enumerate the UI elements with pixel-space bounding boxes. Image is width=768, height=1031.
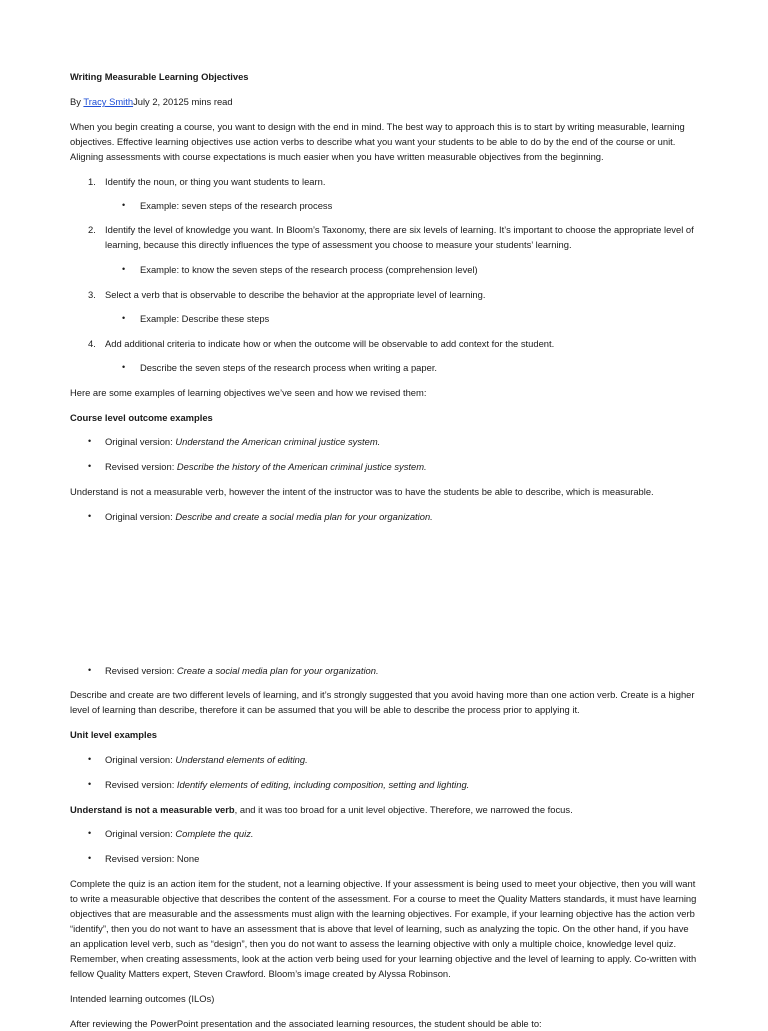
step-number: 1.	[88, 176, 96, 187]
item-value: Understand the American criminal justice system.	[175, 436, 381, 447]
bullet-icon: •	[88, 461, 92, 471]
list-item	[105, 777, 700, 792]
ilo-heading: Intended learning outcomes (ILOs)	[70, 993, 215, 1004]
item-label: Original version:	[105, 436, 176, 447]
bullet-icon: •	[122, 362, 126, 372]
item-value: Describe the history of the American criminal justice system.	[176, 461, 427, 472]
item-label: Revised version:	[105, 779, 177, 790]
bullet-icon: •	[88, 828, 92, 838]
bullet-icon: •	[88, 754, 92, 764]
unit-level-heading: Unit level examples	[70, 729, 158, 740]
item-value: Create a social media plan for your organization.	[176, 665, 379, 676]
item-label: Original version:	[105, 754, 176, 765]
item-value: Complete the quiz.	[175, 828, 254, 839]
bullet-icon: •	[88, 779, 92, 789]
document-title: Writing Measurable Learning Objectives	[70, 71, 249, 82]
list-item	[105, 509, 700, 524]
bullet-icon: •	[122, 264, 126, 274]
list-item	[105, 663, 700, 678]
byline-by: By	[70, 96, 84, 107]
item-value: Identify elements of editing, including composition, setting and lighting.	[176, 779, 470, 790]
list-item	[105, 752, 700, 767]
ilo-intro: After reviewing the PowerPoint presentation and the associated learning resources, the student should be able to:	[70, 1018, 542, 1029]
bullet-icon: •	[122, 200, 126, 210]
step-text: Add additional criteria to indicate how or when the outcome will be observable to add context for the student.	[105, 338, 555, 349]
bullet-icon: •	[122, 313, 126, 323]
conclusion-paragraph: Complete the quiz is an action item for the student, not a learning objective. If your assessment is being used to meet your objective, then you will want to write a measurable objective that describes the content of the assessment. For a course to meet the Quality Matters standards, it must have learning objectives that are measurable and the assessments must align with the learning objectives. For example, if your learning objective has the action verb “identify”, then you do not want to have an assessment that is above that level of learning, such as analyzing the topic. On the other hand, if you have an application level verb, such as “design”, then you do not want to assess the learning objective with only a multiple choice, knowledge level quiz. Remember, when creating assessments, look at the action verb being used for your learning objective and the level of learning to apply. Co-written with fellow Quality Matters expert, Steven Crawford. Bloom’s image created by Alyssa Robinson.	[70, 878, 697, 979]
course-note-2: Describe and create are two different levels of learning, and it’s strongly suggested that you avoid having more than one action verb. Create is a higher level of learning than describe, therefore it can be assumed that you will be able to describe the process prior to applying it.	[70, 689, 695, 715]
step-number: 3.	[88, 289, 96, 300]
step-text: Identify the level of knowledge you want. In Bloom’s Taxonomy, there are six levels of learning. It’s important to choose the appropriate level of learning, because this directly influences the type of assessment you choose to measure your students’ learning.	[105, 224, 694, 250]
list-item	[105, 851, 700, 866]
bullet-icon: •	[88, 853, 92, 863]
step-number: 4.	[88, 338, 96, 349]
item-value: Describe and create a social media plan for your organization.	[175, 511, 433, 522]
bullet-icon: •	[88, 665, 92, 675]
item-label: Original version:	[105, 828, 176, 839]
examples-intro: Here are some examples of learning objectives we’ve seen and how we revised them:	[70, 387, 427, 398]
course-note: Understand is not a measurable verb, however the intent of the instructor was to have the students be able to describe, which is measurable.	[70, 486, 654, 497]
item-label: Original version:	[105, 511, 176, 522]
item-label: Revised version:	[105, 665, 177, 676]
step-text: Identify the noun, or thing you want students to learn.	[105, 176, 326, 187]
item-label: Revised version: None	[105, 853, 200, 864]
step-example: Example: to know the seven steps of the research process (comprehension level)	[140, 264, 478, 275]
byline	[70, 94, 700, 109]
unit-note-bold: Understand is not a measurable verb	[70, 804, 235, 815]
item-value: Understand elements of editing.	[175, 754, 308, 765]
unit-note	[70, 802, 700, 817]
step-number: 2.	[88, 224, 96, 235]
byline-date: July 2, 2012	[133, 96, 184, 107]
intro-paragraph: When you begin creating a course, you want to design with the end in mind. The best way to approach this is to start by writing measurable, learning objectives. Effective learning objectives use action verbs to describe what you want your students to be able to do by the end of the course or unit. Aligning assessments with course expectations is much easier when you have written measurable objectives from the beginning.	[70, 121, 685, 162]
course-level-heading: Course level outcome examples	[70, 412, 213, 423]
step-example: Example: seven steps of the research process	[140, 200, 333, 211]
unit-note-rest: , and it was too broad for a unit level objective. Therefore, we narrowed the focus.	[234, 804, 573, 815]
bullet-icon: •	[88, 511, 92, 521]
byline-read-time: 5 mins read	[183, 96, 233, 107]
bullet-icon: •	[88, 436, 92, 446]
item-label: Revised version:	[105, 461, 177, 472]
step-text: Select a verb that is observable to describe the behavior at the appropriate level of learning.	[105, 289, 486, 300]
list-item	[105, 826, 700, 841]
step-example: Example: Describe these steps	[140, 313, 270, 324]
step-example: Describe the seven steps of the research process when writing a paper.	[140, 362, 438, 373]
list-item	[105, 459, 700, 474]
author-link[interactable]: Tracy Smith	[83, 96, 134, 107]
list-item	[105, 434, 700, 449]
